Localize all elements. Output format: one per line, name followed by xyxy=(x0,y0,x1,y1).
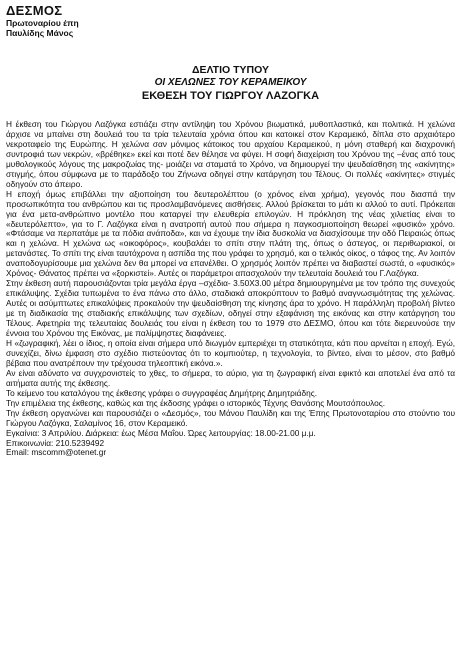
paragraph-conclusion: Αν είναι αδύνατο να συγχρονιστείς το χθες, το σήμερα, το αύριο, για τη ζωγραφική είναι εφικτό και αποτελεί ένα από τα αιτήματα αυτής της έκθεσης. xyxy=(6,367,455,388)
paragraph-quote: Η «ζωγραφική, λέει ο ίδιος, η οποία είναι σήμερα υπό διωγμόν εμπεριέχει τη στατικότητα, κάτι που αρνείται η εποχή. Εγώ, συνεχίζει, δίνω έμφαση στο σχέδιο πιστεύοντας ότι το κομπιούτερ, η τεχνολογία, το βίντεο, είναι το μέσον, στο βαθμό βέβαια που ανατρέπουν την τρέχουσα τηλεοπτική εικόνα.». xyxy=(6,337,455,368)
press-release-body xyxy=(6,120,455,458)
document-type-heading: ΔΕΛΤΙΟ ΤΥΠΟΥ xyxy=(192,64,269,76)
exhibition-subtitle: ΕΚΘΕΣΗ ΤΟΥ ΓΙΩΡΓΟΥ ΛΑΖΟΓΚΑ xyxy=(141,90,320,102)
exhibition-title: ΟΙ ΧΕΛΩΝΕΣ ΤΟΥ ΚΕΡΑΜΕΙΚΟΥ xyxy=(154,77,307,88)
paragraph-curator: Την επιμέλεια της έκθεσης, καθώς και της έκδοσης γράφει ο ιστορικός Τέχνης Θανάσης Μουτσόπουλος. xyxy=(6,397,386,408)
organization-name: ΔΕΣΜΟΣ xyxy=(6,3,63,18)
paragraph-organizer: Την έκθεση οργανώνει και παρουσιάζει ο «Δεσμός», του Μάνου Παυλίδη και της Έπης Πρωτονοταρίου στο στούντιο του Γιώργου Λαζόγκα, Σαλαμίνος 16, στον Κεραμεικό. xyxy=(6,407,455,428)
organization-logo xyxy=(6,4,79,38)
contact-phone: Επικοινωνία: 210.5239492 xyxy=(6,437,105,448)
organization-owner-1: Πρωτοναρίου έπη xyxy=(6,18,79,28)
paragraph-works: Στην έκθεση αυτή παρουσιάζονται τρία μεγάλα έργα –σχέδια- 3.50Χ3.00 μέτρα δημιουργημένα με τον τρόπο της συνεχούς επικάλυψης. Σχέδια τυπωμένα το ένα πάνω στο άλλο, σταδιακά αποκρύπτουν το βαθμό αναγνωσιμότητας της χελώνας. Αυτές οι ασύμπτωτες επικαλύψεις προκαλούν την ψευδαίσθηση της κίνησης άρα το χρόνο. Η παράλληλη προβολή βίντεο με τη διαδικασία της σταδιακής επικάλυψης των σχεδίων, οδηγεί στην εξαφάνιση της εικόνας και στην κατάργηση του Τέλους. Αφετηρία της τελευταίας δουλειάς του είναι η έκθεση του το 1979 στο ΔΕΣΜΟ, όπου και τότε διερευνούσε την έννοια του Χρόνου της Εικόνας, με παλίμψηστες διαφάνειες. xyxy=(6,278,455,339)
paragraph-era: Η εποχή όμως επιβάλλει την αξιοποίηση του δευτερολέπτου (ο χρόνος είναι χρήμα), γεγονός που διασπά την προσωπικότητα του ανθρώπου και τις προσλαμβανόμενες αισθήσεις. Αλλού βρίσκεται το μάτι κι αλλού το αυτί. Πρόκειται για ένα μετα-ανθρώπινο μοντέλο που καταργεί την ελευθερία επιλογών. Η πρόκληση της νέας χιλιετίας είναι το «δευτερόλεπτο», για το Γ. Λαζόγκα είναι η ανατροπή αυτού που σήμερα η παγκοσμιοποίηση θεωρεί «φυσικό» χρόνο. «Φτάσαμε να περπατάμε με τα πόδια ανάποδα», και να έχουμε την ίδια δυσκολία να διασχίσουμε την οδό Πειραιώς όπως και η χελώνα. Η χελώνα ως «οικοφόρος», κουβαλάει το σπίτι στην πλάτη της, όπως ο άστεγος, οι περιθωριακοί, οι μετανάστες. Το σπίτι της είναι ταυτόχρονα η ασπίδα της που γράφει το χρησμό, και ο τελικός οίκος, ο τάφος της. Αν λοιπόν αναποδογυρίσουμε μια χελώνα δεν θα μπορεί να επανέλθει. Ο χρησμός λοιπόν πρέπει να διαβαστεί σωστά, ο «φυσικός» Χρόνος- Θάνατος πρέπει να «ξορκιστεί». Αυτές οι παράμετροι απασχολούν την τελευταία δουλειά του Γ.Λαζόγκα. xyxy=(6,188,455,279)
paragraph-intro: Η έκθεση του Γιώργου Λαζόγκα εστιάζει στην αντίληψη του Χρόνου βιωματικά, μυθοπλαστικά, και πολιτικά. Η χελώνα άρχισε να μπαίνει στη δουλειά του τα τρία τελευταία χρόνια όπου και κατοικεί στον Κεραμεικό, δίπλα στο αρχαιότερο νεκροταφείο της Ευρώπης. Η χελώνα σαν μόνιμος κάτοικος του αρχαίου Κεραμεικού, η μόνη σταθερή και διαχρονική συντροφιά των νεκρών, «βρέθηκε» εκεί και ποτέ δεν θέλησε να φύγει. Η σοφή διαχείριση του Χρόνου της –ένας από τους μυθολογικούς λόγους της μακροζωίας της- μοιάζει να σταματά το Χρόνο, να δημιουργεί την ψευδαίσθηση της «ακίνητης» στιγμής, όπου σύμφωνα με το παράδοξο του Ζήνωνα οδηγεί στην κατάργηση του Τέλους. Οι πολλές «ακίνητες» στιγμές οδηγούν στο άπειρο. xyxy=(6,119,455,189)
paragraph-catalogue-text: Το κείμενο του καταλόγου της έκθεσης γράφει ο συγγραφέας Δημήτρης Δημητριάδης. xyxy=(6,387,318,398)
organization-owner-2: Παυλίδης Μάνος xyxy=(6,28,74,38)
contact-email: Email: mscomm@otenet.gr xyxy=(6,447,107,458)
opening-info: Εγκαίνια: 3 Απριλίου. Διάρκεια: έως Μέσα Μαΐου. Ώρες λειτουργίας: 18.00-21.00 μ.μ. xyxy=(6,427,316,438)
